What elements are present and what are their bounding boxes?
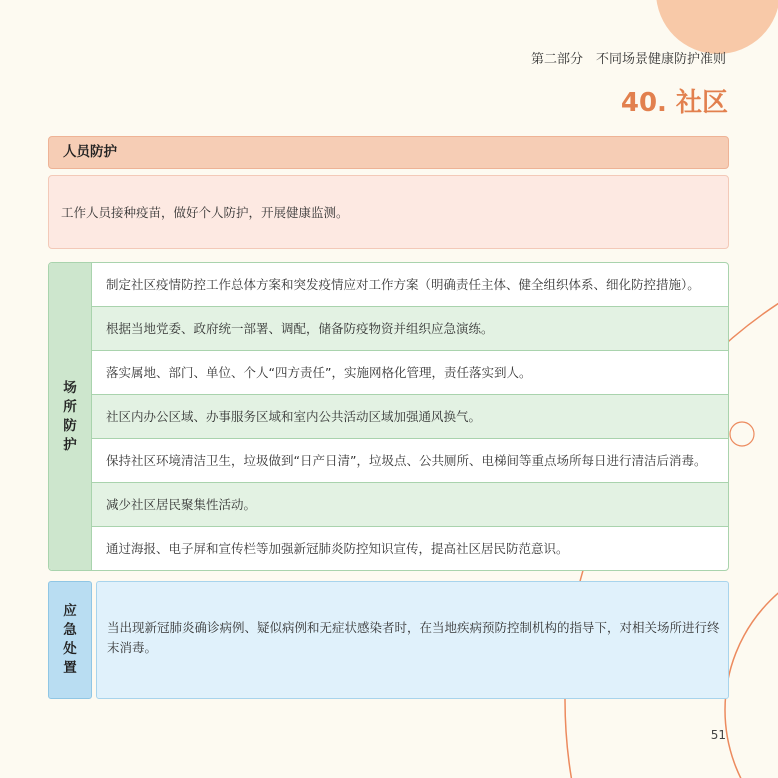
site-protection-rows — [92, 263, 728, 570]
table-row: 根据当地党委、政府统一部署、调配，储备防疫物资并组织应急演练。 — [92, 307, 728, 351]
site-protection-table — [48, 262, 729, 571]
corner-circle-shape — [656, 0, 778, 54]
table-row: 减少社区居民聚集性活动。 — [92, 483, 728, 527]
table-row: 保持社区环境清洁卫生，垃圾做到“日产日清”，垃圾点、公共厕所、电梯间等重点场所每日进行清洁后消毒。 — [92, 439, 728, 483]
table-row: 落实属地、部门、单位、个人“四方责任”，实施网格化管理，责任落实到人。 — [92, 351, 728, 395]
site-protection-label: 场所防护 — [63, 379, 77, 453]
page-number: 51 — [710, 728, 726, 742]
emergency-label-cell — [48, 581, 92, 699]
emergency-label: 应急处置 — [63, 603, 77, 676]
section-header: 第二部分 不同场景健康防护准则 — [530, 52, 726, 67]
page-title: 40. 社区 — [620, 88, 728, 118]
arc-line-shape — [725, 555, 778, 778]
site-protection-label-cell — [49, 263, 92, 570]
small-ring-shape — [730, 422, 754, 446]
emergency-text: 当出现新冠肺炎确诊病例、疑似病例和无症状感染者时，在当地疾病预防控制机构的指导下，对相关场所进行终末消毒。 — [96, 581, 729, 699]
table-row: 制定社区疫情防控工作总体方案和突发疫情应对工作方案（明确责任主体、健全组织体系、细化防控措施）。 — [92, 263, 728, 307]
personal-protection-text: 工作人员接种疫苗，做好个人防护，开展健康监测。 — [48, 175, 729, 249]
table-row: 社区内办公区域、办事服务区域和室内公共活动区域加强通风换气。 — [92, 395, 728, 439]
table-row: 通过海报、电子屏和宣传栏等加强新冠肺炎防控知识宣传，提高社区居民防范意识。 — [106, 541, 569, 556]
personal-protection-heading: 人员防护 — [48, 136, 729, 169]
